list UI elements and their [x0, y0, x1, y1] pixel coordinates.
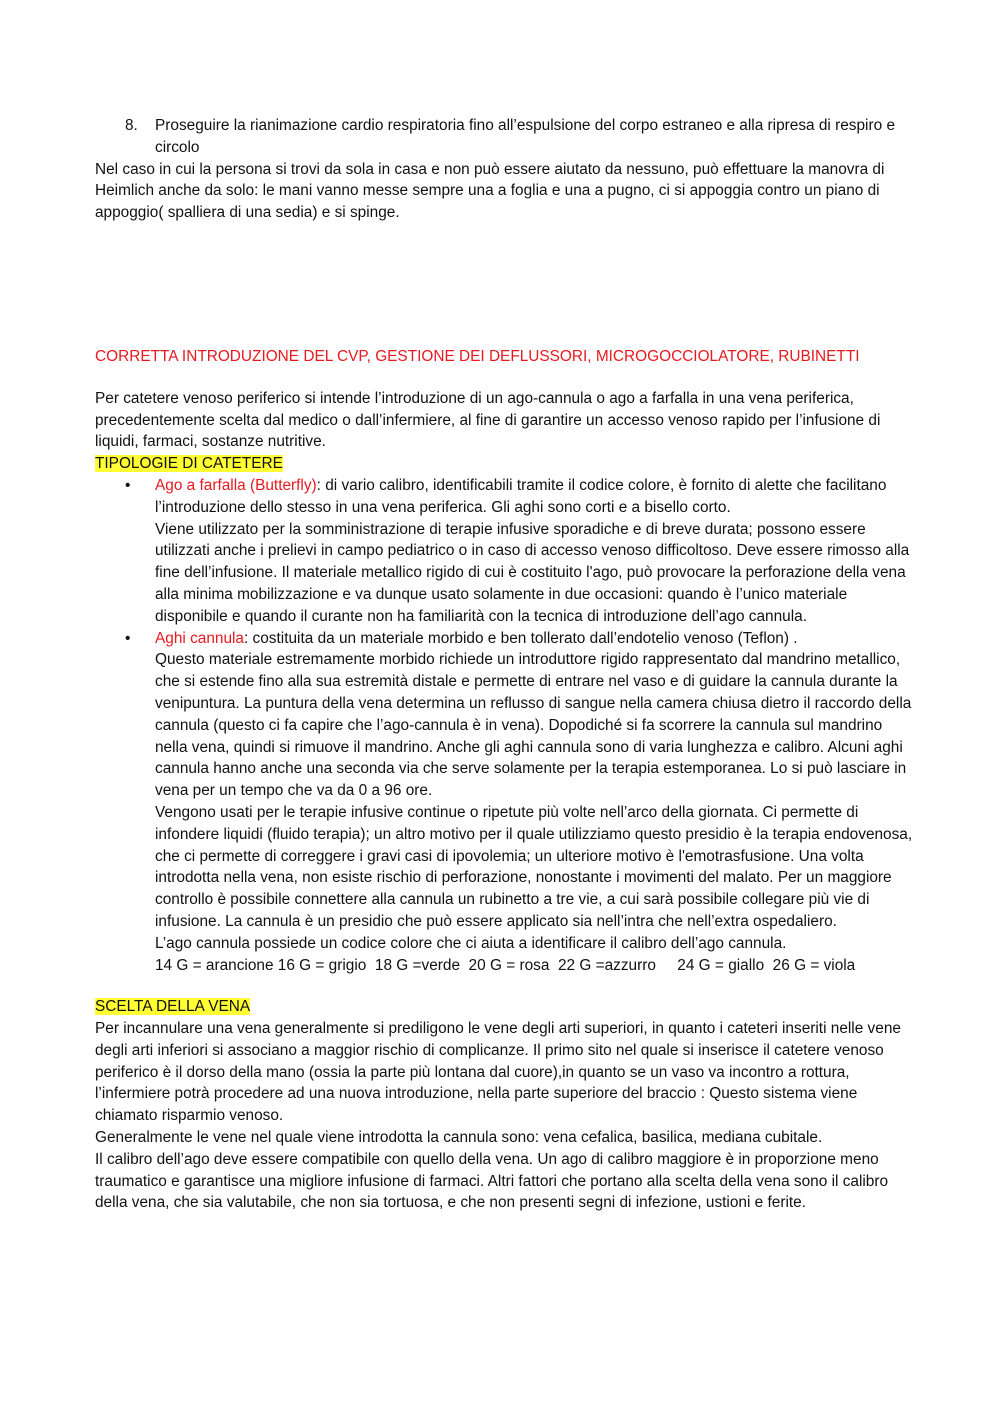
- item-number: 8.: [125, 117, 138, 134]
- cannula-color-codes: 14 G = arancione 16 G = grigio 18 G =verde 20 G = rosa 22 G =azzurro 24 G = giallo 26 G = viola: [155, 956, 856, 974]
- tipologie-heading: TIPOLOGIE DI CATETERE: [95, 455, 283, 473]
- cannula-color-code-intro: L’ago cannula possiede un codice colore che ci aiuta a identificare il calibro dell’ago cannula.: [155, 934, 787, 952]
- bullet-icon: •: [125, 629, 131, 647]
- scelta-paragraph-2: Generalmente le vene nel quale viene introdotta la cannula sono: vena cefalica, basilica, mediana cubitale.: [95, 1129, 823, 1147]
- intro-paragraph: Per catetere venoso periferico si intende l’introduzione di un ago-cannula o ago a farfalla in una vena periferica, precedentemente scelta dal medico o dall’infermiere, al fine di garantire un accesso venoso rapido per l’infusione di liquidi, farmaci, sostanze nutritive.: [95, 389, 881, 451]
- scelta-paragraph-1: Per incannulare una vena generalmente si prediligono le vene degli arti superiori, in quanto i cateteri inseriti nelle vene degli arti inferiori si associano a maggior rischio di complicanze. Il primo sito nel quale si inserisce il catetere venoso periferico è il dorso della mano (ossia la parte più lontana dal cuore),in quanto se un vaso va incontro a rottura, l’infermiere potrà procedere ad una nuova introduzione, nella parte superiore del braccio : Questo sistema viene chiamato risparmio venoso.: [95, 1020, 901, 1125]
- numbered-item-8: [95, 115, 915, 159]
- bullet-icon: •: [125, 476, 131, 494]
- item-text: Proseguire la rianimazione cardio respiratoria fino all’espulsione del corpo estraneo e alla ripresa di respiro e circolo: [155, 117, 895, 156]
- butterfly-usage: Viene utilizzato per la somministrazione di terapie infusive sporadiche e di breve durata; possono essere utilizzati anche i prelievi in campo pediatrico o in caso di accesso venoso difficoltoso. Deve essere rimosso alla fine dell’infusione. Il materiale metallico rigido di cui è costituito l'ago, può provocare la perforazione della vena alla minima mobilizzazione e va dunque usato solamente in due occasioni: quando è l’unico materiale disponibile e quando il curante non ha familiarità con la tecnica di introduzione dell’ago cannula.: [155, 520, 910, 625]
- list-item-butterfly: [95, 475, 915, 628]
- cannula-description: : costituita da un materiale morbido e ben tollerato dall’endotelio venoso (Teflon) .: [244, 629, 798, 647]
- term-aghi-cannula: Aghi cannula: [155, 629, 244, 647]
- list-item-aghi-cannula: [95, 628, 915, 977]
- cannula-material: Questo materiale estremamente morbido richiede un introduttore rigido rappresentato dal mandrino metallico, che si estende fino alla sua estremità distale e permette di entrare nel vaso e di guidare la cannula durante la venipuntura. La puntura della vena determina un reflusso di sangue nella camera chiusa dietro il raccordo della cannula (questo ci fa capire che l’ago-cannula è in vena). Dopodiché si fa scorrere la cannula sul mandrino nella vena, quindi si rimuove il mandrino. Anche gli aghi cannula sono di varia lunghezza e calibro. Alcuni aghi cannula hanno anche una seconda via che serve solamente per la terapia estemporanea. Lo si può lasciare in vena per un tempo che va da 0 a 96 ore.: [155, 651, 912, 800]
- section-title: CORRETTA INTRODUZIONE DEL CVP, GESTIONE DEI DEFLUSSORI, MICROGOCCIOLATORE, RUBINETTI: [95, 347, 860, 365]
- scelta-heading: SCELTA DELLA VENA: [95, 998, 251, 1016]
- scelta-paragraph-3: Il calibro dell’ago deve essere compatibile con quello della vena. Un ago di calibro maggiore è in proporzione meno traumatico e garantisce una migliore infusione di farmaci. Altri fattori che portano alla scelta della vena sono il calibro della vena, che sia valutabile, che non sia tortuosa, e che non presenti segni di infezione, ustioni e ferite.: [95, 1150, 889, 1212]
- term-butterfly: Ago a farfalla (Butterfly): [155, 476, 317, 494]
- cannula-usage: Vengono usati per le terapie infusive continue o ripetute più volte nell’arco della giornata. Ci permette di infondere liquidi (fluido terapia); un altro motivo per il quale utilizziamo questo presidio è la terapia endovenosa, che ci permette di correggere i gravi casi di ipovolemia; un ulteriore motivo è l'emotrasfusione. Una volta introdotta nella vena, non esiste rischio di perforazione, nonostante i movimenti del malato. Per un maggiore controllo è possibile connettere alla cannula un rubinetto a tre vie, a cui sarà possibile collegare più vie di infusione. La cannula è un presidio che può essere applicato sia nell’intra che nell’extra ospedaliero.: [155, 803, 913, 930]
- heimlich-paragraph: Nel caso in cui la persona si trovi da sola in casa e non può essere aiutato da nessuno, può effettuare la manovra di Heimlich anche da solo: le mani vanno messe sempre una a foglia e una a pugno, ci si appoggia contro un piano di appoggio( spalliera di una sedia) e si spinge.: [95, 160, 885, 222]
- catheter-types-list: [95, 475, 915, 976]
- document-page: [95, 115, 915, 1214]
- butterfly-description: : di vario calibro, identificabili tramite il codice colore, è fornito di alette che facilitano l’introduzione dello stesso in una vena periferica. Gli aghi sono corti e a bisello corto.: [155, 476, 887, 516]
